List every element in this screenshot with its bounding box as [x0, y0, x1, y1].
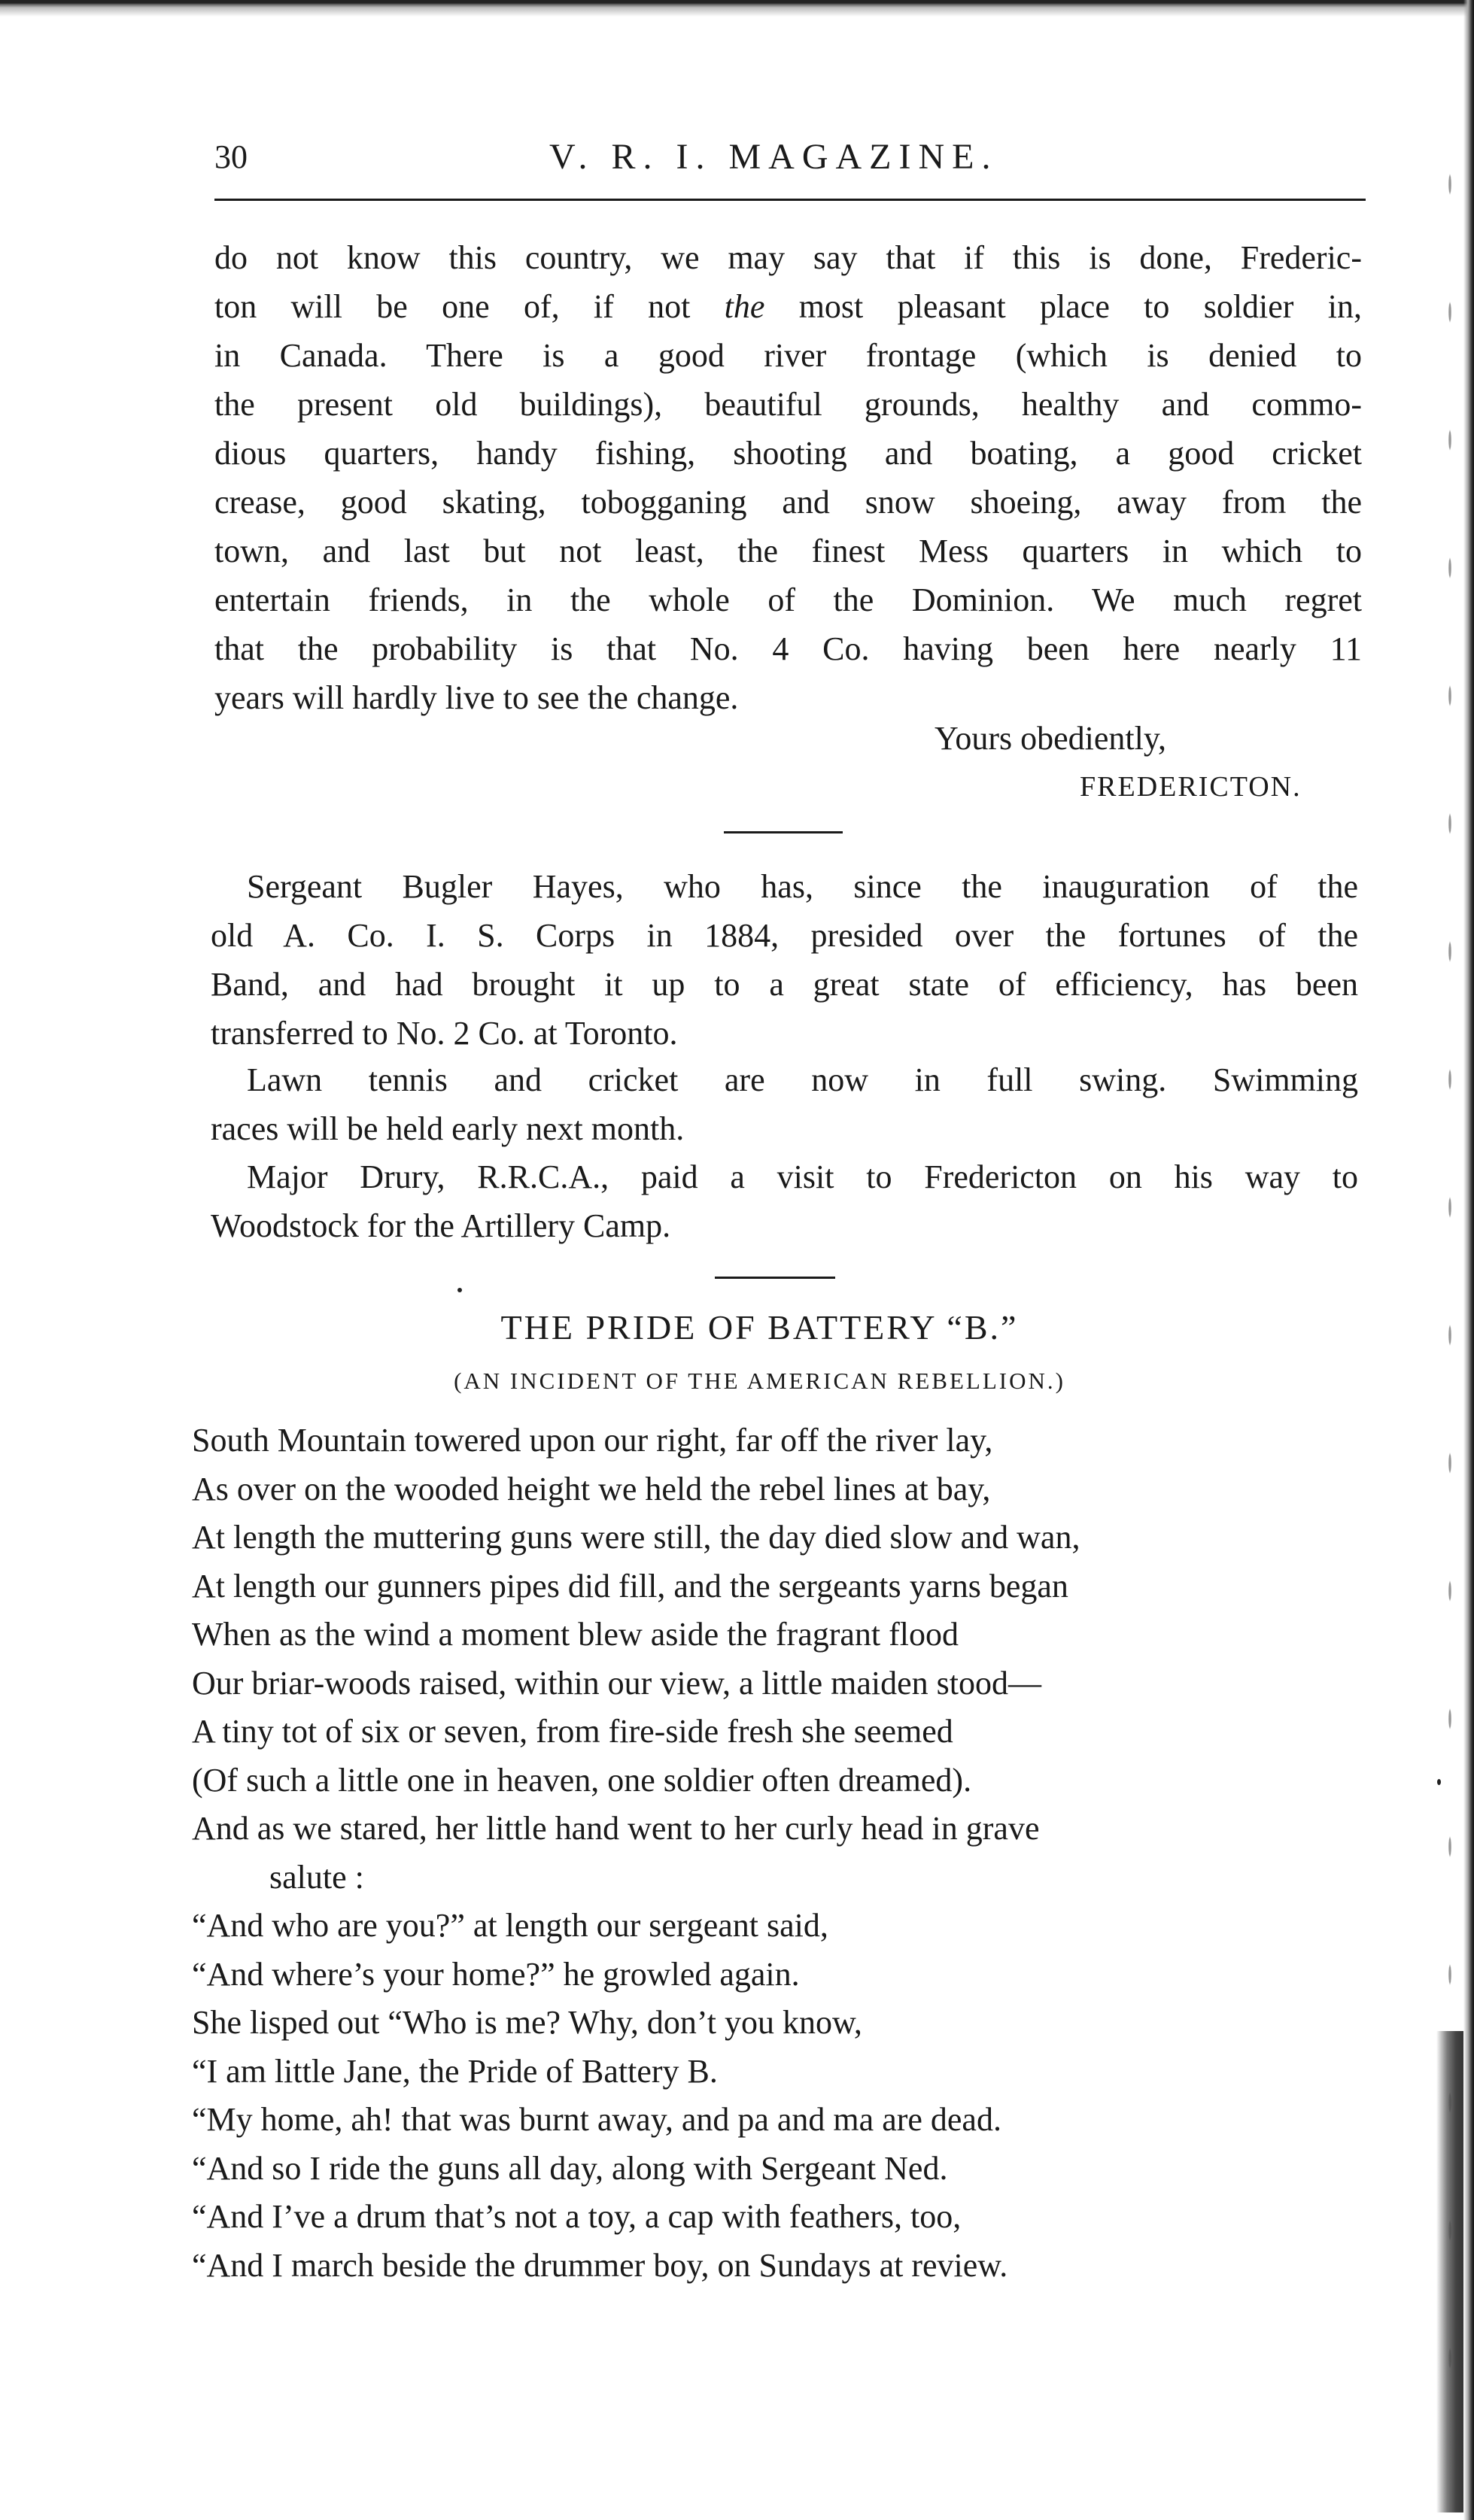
text-line-emphasis: ton will be one of, if not the most pleasant place to soldier in,	[214, 288, 1362, 325]
text-line: crease, good skating, tobogganing and snow shoeing, away from the	[214, 484, 1362, 521]
text-line: town, and last but not least, the finest Mess quarters in which to	[214, 533, 1362, 569]
text-line: do not know this country, we may say that if this is done, Frederic-	[214, 239, 1362, 276]
poem-line: salute :	[269, 1858, 364, 1896]
poem-body	[192, 1416, 1366, 2290]
page-header	[214, 132, 1366, 184]
letter-closing: Yours obediently,	[935, 720, 1167, 757]
poem-line: (Of such a little one in heaven, one soldier often dreamed).	[192, 1761, 972, 1799]
text-line: the present old buildings), beautiful grounds, healthy and commo-	[214, 386, 1362, 423]
poem-subtitle: (AN INCIDENT OF THE AMERICAN REBELLION.)	[454, 1368, 1065, 1394]
poem-line: And as we stared, her little hand went to her curly head in grave	[192, 1810, 1040, 1847]
poem-line: “And where’s your home?” he growled again.	[192, 1955, 800, 1993]
poem-line: “And I’ve a drum that’s not a toy, a cap with feathers, too,	[192, 2198, 962, 2235]
emphasis-the: the	[724, 288, 765, 325]
poem-line: “My home, ah! that was burnt away, and pa and ma are dead.	[192, 2101, 1001, 2138]
scan-right-edge	[1463, 0, 1474, 2520]
poem-line: “And who are you?” at length our sergeant said,	[192, 1907, 828, 1944]
poem-line: A tiny tot of six or seven, from fire-side fresh she seemed	[192, 1713, 953, 1750]
poem-line: At length the muttering guns were still, the day died slow and wan,	[192, 1519, 1080, 1556]
text-line: years will hardly live to see the change.	[214, 679, 739, 716]
poem-title: THE PRIDE OF BATTERY “B.”	[500, 1308, 1019, 1347]
running-title: V. R. I. MAGAZINE.	[549, 137, 998, 177]
text-line: that the probability is that No. 4 Co. having been here nearly 11	[214, 630, 1362, 667]
text-line: entertain friends, in the whole of the Dominion. We much regret	[214, 581, 1362, 618]
poem-line: When as the wind a moment blew aside the fragrant flood	[192, 1616, 959, 1653]
news-paragraph-drury	[211, 1152, 1358, 1250]
text-line: Band, and had brought it up to a great state of efficiency, has been	[211, 966, 1358, 1003]
ink-speck	[457, 1288, 462, 1292]
ink-speck	[1437, 1779, 1441, 1785]
poem-line: South Mountain towered upon our right, far off the river lay,	[192, 1422, 993, 1459]
text-line: Major Drury, R.R.C.A., paid a visit to Fredericton on his way to	[247, 1158, 1358, 1195]
poem-line: “And so I ride the guns all day, along with Sergeant Ned.	[192, 2149, 948, 2187]
letter-body	[214, 233, 1362, 722]
scan-top-edge	[0, 0, 1474, 30]
text-line: transferred to No. 2 Co. at Toronto.	[211, 1015, 678, 1052]
poem-line: At length our gunners pipes did fill, and the sergeants yarns began	[192, 1567, 1068, 1605]
text-line: Sergeant Bugler Hayes, who has, since the inauguration of the	[247, 868, 1358, 905]
text-line: in Canada. There is a good river frontage (which is denied to	[214, 337, 1362, 374]
poem-line: “And I march beside the drummer boy, on Sundays at review.	[192, 2246, 1008, 2284]
text-line: Woodstock for the Artillery Camp.	[211, 1207, 671, 1244]
section-rule	[724, 831, 843, 833]
text-line: dious quarters, handy fishing, shooting and boating, a good cricket	[214, 435, 1362, 472]
news-paragraph-hayes	[211, 862, 1358, 1058]
section-rule	[715, 1277, 835, 1279]
news-paragraph-tennis	[211, 1055, 1358, 1153]
poem-line: She lisped out “Who is me? Why, don’t you know,	[192, 2004, 862, 2041]
scan-binding-shadow	[1436, 2031, 1463, 2512]
text-line: old A. Co. I. S. Corps in 1884, presided over the fortunes of the	[211, 917, 1358, 954]
poem-line: As over on the wooded height we held the rebel lines at bay,	[192, 1470, 991, 1507]
header-rule	[214, 199, 1366, 201]
poem-line: Our briar-woods raised, within our view, a little maiden stood—	[192, 1664, 1042, 1702]
text-line: Lawn tennis and cricket are now in full swing. Swimming	[247, 1061, 1358, 1098]
text-line: races will be held early next month.	[211, 1110, 685, 1147]
letter-signature: FREDERICTON.	[1080, 771, 1302, 803]
poem-line: “I am little Jane, the Pride of Battery B.	[192, 2052, 718, 2090]
page-number: 30	[214, 138, 248, 175]
